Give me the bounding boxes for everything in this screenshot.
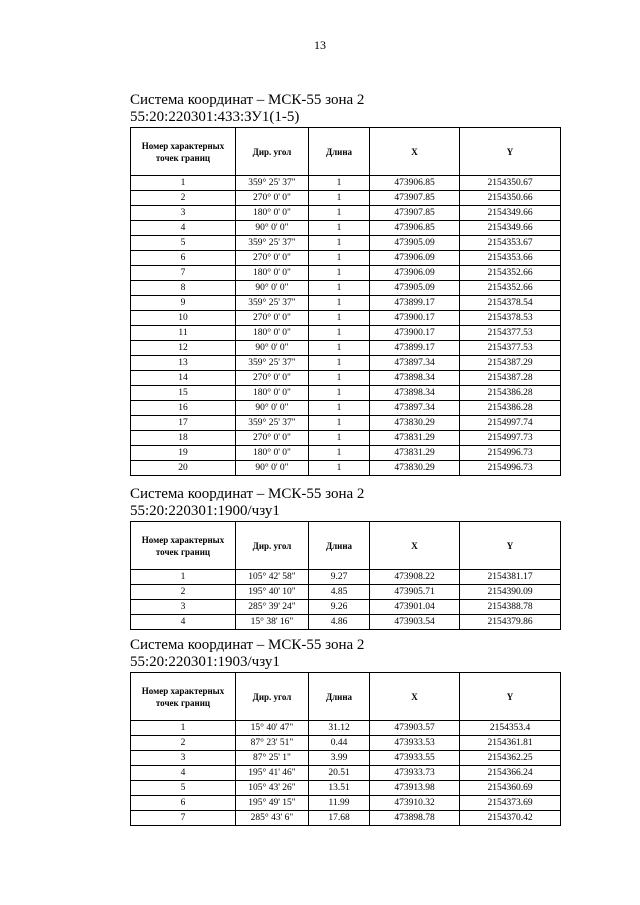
table-row: [131, 191, 561, 206]
table-row: [131, 431, 561, 446]
x-coordinate-cell: 473910.32: [370, 796, 460, 811]
x-coordinate-cell: 473906.09: [370, 266, 460, 281]
x-coordinate-cell: 473906.85: [370, 176, 460, 191]
table-row: [131, 266, 561, 281]
y-coordinate-cell: 2154997.74: [460, 416, 561, 431]
table-row: [131, 781, 561, 796]
header-y: Y: [460, 128, 561, 176]
direction-angle-cell: 180° 0' 0": [236, 446, 309, 461]
length-cell: 1: [309, 281, 370, 296]
x-coordinate-cell: 473913.98: [370, 781, 460, 796]
coordinates-table: [130, 127, 561, 476]
table-row: [131, 461, 561, 476]
length-cell: 4.86: [309, 615, 370, 630]
point-number-cell: 15: [131, 386, 236, 401]
x-coordinate-cell: 473906.09: [370, 251, 460, 266]
point-number-cell: 14: [131, 371, 236, 386]
header-y: Y: [460, 522, 561, 570]
x-coordinate-cell: 473933.53: [370, 736, 460, 751]
section-caption-system: Система координат – МСК-55 зона 2: [130, 92, 365, 108]
y-coordinate-cell: 2154378.54: [460, 296, 561, 311]
length-cell: 31.12: [309, 721, 370, 736]
y-coordinate-cell: 2154361.81: [460, 736, 561, 751]
x-coordinate-cell: 473900.17: [370, 311, 460, 326]
y-coordinate-cell: 2154362.25: [460, 751, 561, 766]
direction-angle-cell: 87° 25' 1": [236, 751, 309, 766]
x-coordinate-cell: 473905.09: [370, 281, 460, 296]
coordinate-section-2: [130, 486, 561, 630]
direction-angle-cell: 270° 0' 0": [236, 431, 309, 446]
point-number-cell: 7: [131, 266, 236, 281]
table-row: [131, 341, 561, 356]
direction-angle-cell: 15° 40' 47": [236, 721, 309, 736]
y-coordinate-cell: 2154349.66: [460, 206, 561, 221]
length-cell: 1: [309, 341, 370, 356]
length-cell: 1: [309, 236, 370, 251]
point-number-cell: 11: [131, 326, 236, 341]
table-row: [131, 600, 561, 615]
x-coordinate-cell: 473905.71: [370, 585, 460, 600]
direction-angle-cell: 359° 25' 37": [236, 356, 309, 371]
x-coordinate-cell: 473933.55: [370, 751, 460, 766]
section-caption-system: Система координат – МСК-55 зона 2: [130, 486, 365, 502]
point-number-cell: 16: [131, 401, 236, 416]
point-number-cell: 3: [131, 751, 236, 766]
header-angle: Дир. угол: [236, 673, 309, 721]
y-coordinate-cell: 2154352.66: [460, 266, 561, 281]
header-point: Номер характерных точек границ: [131, 128, 236, 176]
table-row: [131, 176, 561, 191]
x-coordinate-cell: 473898.34: [370, 386, 460, 401]
y-coordinate-cell: 2154373.69: [460, 796, 561, 811]
coordinate-section-3: [130, 637, 561, 826]
direction-angle-cell: 270° 0' 0": [236, 191, 309, 206]
length-cell: 1: [309, 206, 370, 221]
coordinates-table: [130, 672, 561, 826]
x-coordinate-cell: 473831.29: [370, 431, 460, 446]
table-row: [131, 311, 561, 326]
direction-angle-cell: 270° 0' 0": [236, 371, 309, 386]
table-row: [131, 446, 561, 461]
length-cell: 1: [309, 311, 370, 326]
x-coordinate-cell: 473905.09: [370, 236, 460, 251]
length-cell: 1: [309, 431, 370, 446]
length-cell: 1: [309, 296, 370, 311]
table-row: [131, 585, 561, 600]
x-coordinate-cell: 473908.22: [370, 570, 460, 585]
length-cell: 1: [309, 446, 370, 461]
table-row: [131, 766, 561, 781]
header-length: Длина: [309, 673, 370, 721]
y-coordinate-cell: 2154366.24: [460, 766, 561, 781]
x-coordinate-cell: 473831.29: [370, 446, 460, 461]
direction-angle-cell: 180° 0' 0": [236, 326, 309, 341]
point-number-cell: 19: [131, 446, 236, 461]
section-caption-cadastral: 55:20:220301:1900/чзу1: [130, 503, 280, 519]
direction-angle-cell: 285° 39' 24": [236, 600, 309, 615]
point-number-cell: 6: [131, 796, 236, 811]
y-coordinate-cell: 2154353.67: [460, 236, 561, 251]
point-number-cell: 5: [131, 236, 236, 251]
y-coordinate-cell: 2154996.73: [460, 461, 561, 476]
direction-angle-cell: 359° 25' 37": [236, 296, 309, 311]
direction-angle-cell: 195° 41' 46": [236, 766, 309, 781]
length-cell: 1: [309, 251, 370, 266]
x-coordinate-cell: 473830.29: [370, 461, 460, 476]
y-coordinate-cell: 2154997.73: [460, 431, 561, 446]
point-number-cell: 4: [131, 221, 236, 236]
length-cell: 1: [309, 386, 370, 401]
point-number-cell: 5: [131, 781, 236, 796]
point-number-cell: 13: [131, 356, 236, 371]
y-coordinate-cell: 2154360.69: [460, 781, 561, 796]
header-angle: Дир. угол: [236, 128, 309, 176]
table-row: [131, 251, 561, 266]
direction-angle-cell: 359° 25' 37": [236, 416, 309, 431]
length-cell: 13.51: [309, 781, 370, 796]
point-number-cell: 6: [131, 251, 236, 266]
y-coordinate-cell: 2154350.67: [460, 176, 561, 191]
direction-angle-cell: 195° 40' 10": [236, 585, 309, 600]
header-y: Y: [460, 673, 561, 721]
point-number-cell: 8: [131, 281, 236, 296]
table-row: [131, 356, 561, 371]
table-row: [131, 811, 561, 826]
table-row: [131, 401, 561, 416]
header-x: X: [370, 128, 460, 176]
point-number-cell: 12: [131, 341, 236, 356]
table-row: [131, 721, 561, 736]
table-row: [131, 736, 561, 751]
header-point: Номер характерных точек границ: [131, 673, 236, 721]
x-coordinate-cell: 473933.73: [370, 766, 460, 781]
length-cell: 1: [309, 416, 370, 431]
table-row: [131, 296, 561, 311]
x-coordinate-cell: 473830.29: [370, 416, 460, 431]
length-cell: 17.68: [309, 811, 370, 826]
direction-angle-cell: 105° 43' 26": [236, 781, 309, 796]
x-coordinate-cell: 473898.78: [370, 811, 460, 826]
direction-angle-cell: 359° 25' 37": [236, 236, 309, 251]
point-number-cell: 1: [131, 570, 236, 585]
table-row: [131, 751, 561, 766]
y-coordinate-cell: 2154387.29: [460, 356, 561, 371]
length-cell: 1: [309, 356, 370, 371]
direction-angle-cell: 180° 0' 0": [236, 386, 309, 401]
y-coordinate-cell: 2154350.66: [460, 191, 561, 206]
x-coordinate-cell: 473897.34: [370, 356, 460, 371]
direction-angle-cell: 90° 0' 0": [236, 221, 309, 236]
header-length: Длина: [309, 128, 370, 176]
point-number-cell: 9: [131, 296, 236, 311]
point-number-cell: 1: [131, 176, 236, 191]
header-x: X: [370, 522, 460, 570]
point-number-cell: 4: [131, 766, 236, 781]
point-number-cell: 3: [131, 206, 236, 221]
point-number-cell: 4: [131, 615, 236, 630]
table-row: [131, 281, 561, 296]
y-coordinate-cell: 2154370.42: [460, 811, 561, 826]
y-coordinate-cell: 2154349.66: [460, 221, 561, 236]
y-coordinate-cell: 2154388.78: [460, 600, 561, 615]
direction-angle-cell: 87° 23' 51": [236, 736, 309, 751]
direction-angle-cell: 359° 25' 37": [236, 176, 309, 191]
point-number-cell: 17: [131, 416, 236, 431]
coordinates-table: [130, 521, 561, 630]
x-coordinate-cell: 473898.34: [370, 371, 460, 386]
length-cell: 3.99: [309, 751, 370, 766]
y-coordinate-cell: 2154377.53: [460, 341, 561, 356]
y-coordinate-cell: 2154353.66: [460, 251, 561, 266]
header-length: Длина: [309, 522, 370, 570]
direction-angle-cell: 15° 38' 16": [236, 615, 309, 630]
header-angle: Дир. угол: [236, 522, 309, 570]
point-number-cell: 20: [131, 461, 236, 476]
x-coordinate-cell: 473897.34: [370, 401, 460, 416]
table-row: [131, 236, 561, 251]
y-coordinate-cell: 2154996.73: [460, 446, 561, 461]
table-row: [131, 206, 561, 221]
length-cell: 9.27: [309, 570, 370, 585]
table-row: [131, 221, 561, 236]
section-caption-system: Система координат – МСК-55 зона 2: [130, 637, 365, 653]
x-coordinate-cell: 473899.17: [370, 296, 460, 311]
page-number: 13: [314, 38, 326, 52]
point-number-cell: 7: [131, 811, 236, 826]
header-point: Номер характерных точек границ: [131, 522, 236, 570]
length-cell: 1: [309, 326, 370, 341]
length-cell: 20.51: [309, 766, 370, 781]
table-row: [131, 615, 561, 630]
table-row: [131, 796, 561, 811]
table-row: [131, 326, 561, 341]
length-cell: 1: [309, 221, 370, 236]
y-coordinate-cell: 2154386.28: [460, 401, 561, 416]
direction-angle-cell: 90° 0' 0": [236, 401, 309, 416]
y-coordinate-cell: 2154377.53: [460, 326, 561, 341]
direction-angle-cell: 180° 0' 0": [236, 206, 309, 221]
table-row: [131, 386, 561, 401]
table-row: [131, 416, 561, 431]
x-coordinate-cell: 473907.85: [370, 191, 460, 206]
direction-angle-cell: 270° 0' 0": [236, 251, 309, 266]
x-coordinate-cell: 473900.17: [370, 326, 460, 341]
x-coordinate-cell: 473901.04: [370, 600, 460, 615]
direction-angle-cell: 285° 43' 6": [236, 811, 309, 826]
section-caption-cadastral: 55:20:220301:1903/чзу1: [130, 654, 280, 670]
y-coordinate-cell: 2154379.86: [460, 615, 561, 630]
point-number-cell: 3: [131, 600, 236, 615]
length-cell: 11.99: [309, 796, 370, 811]
direction-angle-cell: 105° 42' 58": [236, 570, 309, 585]
length-cell: 1: [309, 401, 370, 416]
y-coordinate-cell: 2154387.28: [460, 371, 561, 386]
direction-angle-cell: 90° 0' 0": [236, 341, 309, 356]
x-coordinate-cell: 473899.17: [370, 341, 460, 356]
length-cell: 9.26: [309, 600, 370, 615]
header-x: X: [370, 673, 460, 721]
length-cell: 4.85: [309, 585, 370, 600]
y-coordinate-cell: 2154353.4: [460, 721, 561, 736]
x-coordinate-cell: 473906.85: [370, 221, 460, 236]
table-row: [131, 570, 561, 585]
y-coordinate-cell: 2154352.66: [460, 281, 561, 296]
x-coordinate-cell: 473907.85: [370, 206, 460, 221]
direction-angle-cell: 270° 0' 0": [236, 311, 309, 326]
y-coordinate-cell: 2154390.09: [460, 585, 561, 600]
x-coordinate-cell: 473903.57: [370, 721, 460, 736]
direction-angle-cell: 90° 0' 0": [236, 281, 309, 296]
point-number-cell: 2: [131, 585, 236, 600]
y-coordinate-cell: 2154378.53: [460, 311, 561, 326]
length-cell: 1: [309, 461, 370, 476]
point-number-cell: 18: [131, 431, 236, 446]
length-cell: 1: [309, 371, 370, 386]
direction-angle-cell: 180° 0' 0": [236, 266, 309, 281]
section-caption-cadastral: 55:20:220301:433:ЗУ1(1-5): [130, 109, 300, 125]
point-number-cell: 2: [131, 191, 236, 206]
point-number-cell: 2: [131, 736, 236, 751]
y-coordinate-cell: 2154386.28: [460, 386, 561, 401]
direction-angle-cell: 90° 0' 0": [236, 461, 309, 476]
y-coordinate-cell: 2154381.17: [460, 570, 561, 585]
table-row: [131, 371, 561, 386]
length-cell: 1: [309, 176, 370, 191]
point-number-cell: 1: [131, 721, 236, 736]
point-number-cell: 10: [131, 311, 236, 326]
length-cell: 1: [309, 191, 370, 206]
direction-angle-cell: 195° 49' 15": [236, 796, 309, 811]
x-coordinate-cell: 473903.54: [370, 615, 460, 630]
length-cell: 0.44: [309, 736, 370, 751]
coordinate-section-1: [130, 92, 561, 476]
length-cell: 1: [309, 266, 370, 281]
